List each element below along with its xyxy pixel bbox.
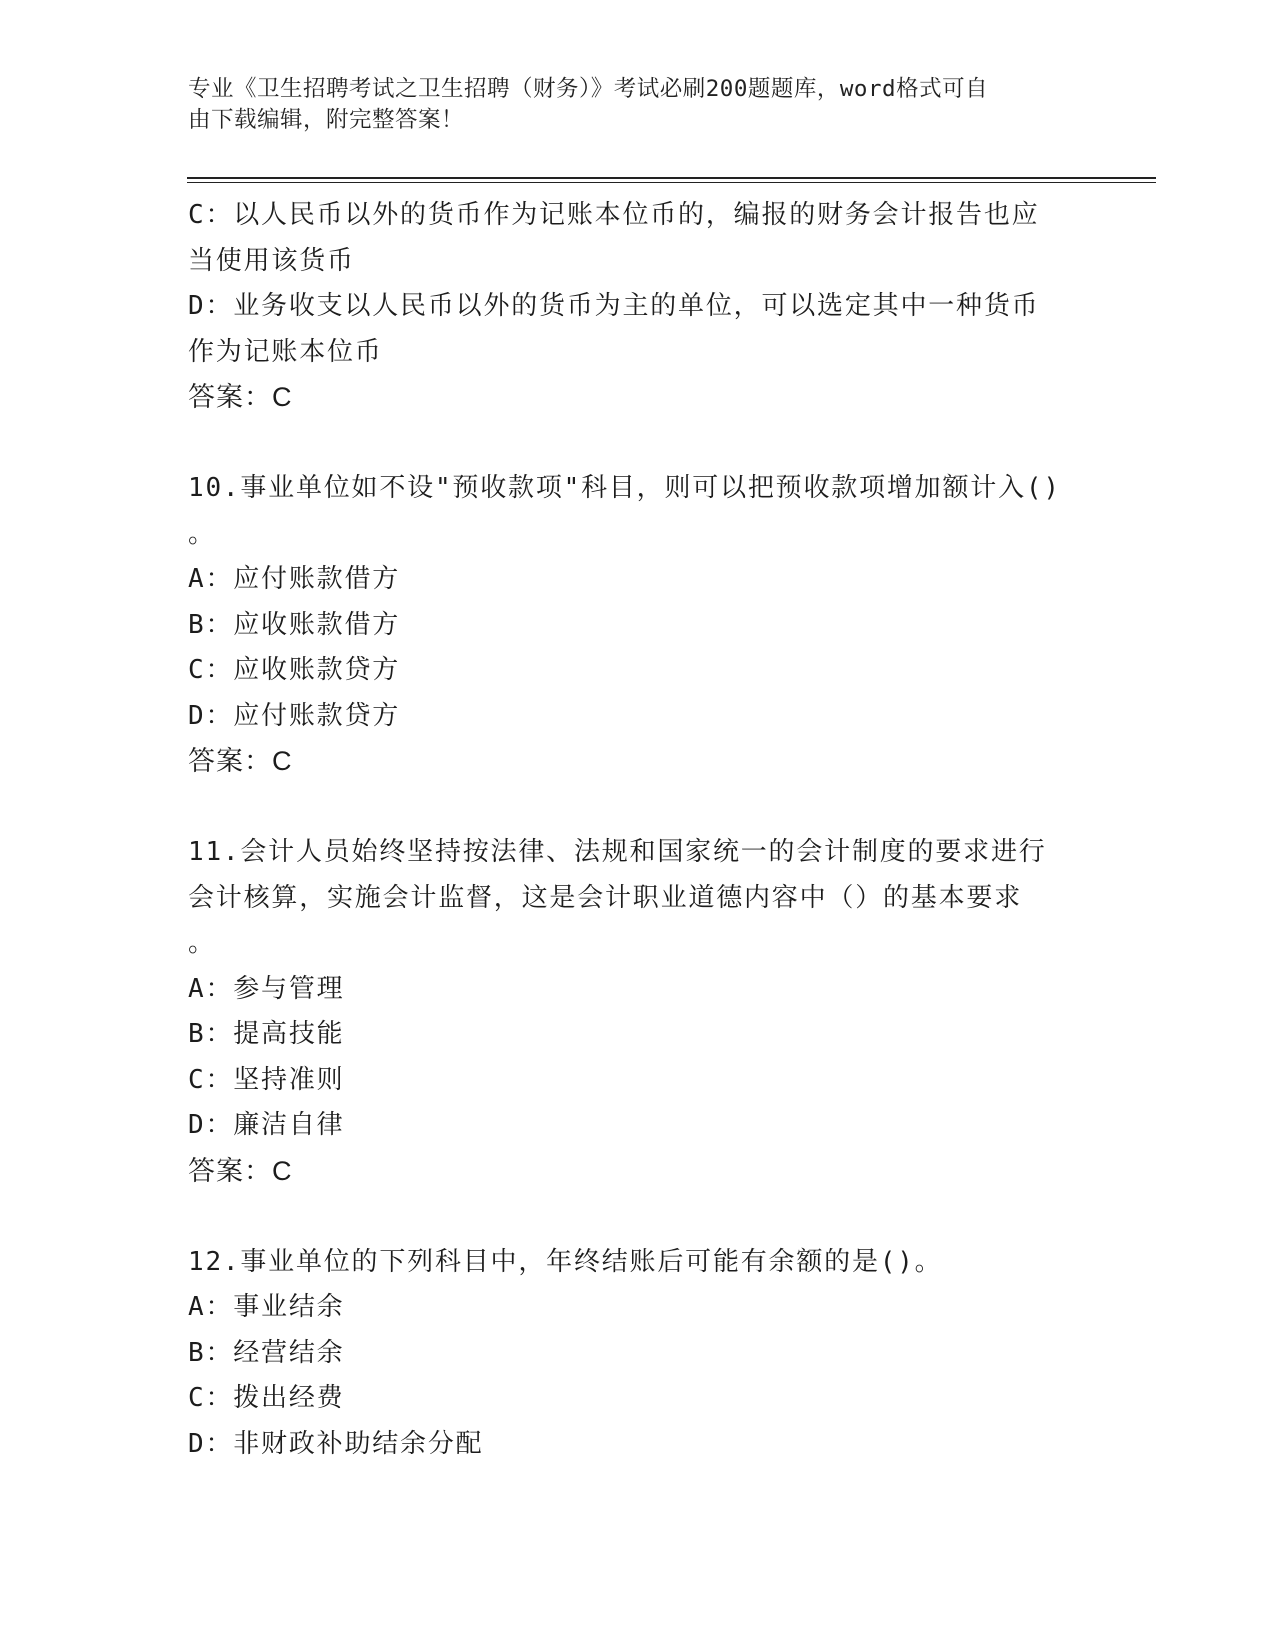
- option-c: C：应收账款贷方: [188, 655, 401, 685]
- option-c: C：拨出经费: [188, 1383, 345, 1413]
- question-10: [188, 466, 1088, 785]
- option-d: D：廉洁自律: [188, 1110, 345, 1140]
- option-b: B：应收账款借方: [188, 609, 401, 640]
- header-line-1: 专业《卫生招聘考试之卫生招聘（财务）》考试必刷200题题库，word格式可自: [188, 76, 989, 102]
- answer: 答案：C: [188, 1155, 293, 1186]
- header-rule-thick: [187, 177, 1156, 179]
- header-rule-thin: [187, 182, 1156, 183]
- question-stem: 11.会计人员始终坚持按法律、法规和国家统一的会计制度的要求进行: [188, 837, 1047, 867]
- answer: 答案：C: [188, 746, 293, 776]
- question-11: [188, 830, 1088, 1194]
- option-c: C：坚持准则: [188, 1064, 345, 1095]
- answer: 答案：C: [188, 382, 293, 412]
- option-c: C：以人民币以外的货币作为记账本位币的，编报的财务会计报告也应: [188, 200, 1040, 230]
- option-d: D：非财政补助结余分配: [188, 1428, 484, 1459]
- option-b: B：经营结余: [188, 1337, 345, 1368]
- document-header: [188, 74, 1068, 136]
- spacer: [188, 421, 1088, 467]
- question-12: [188, 1240, 1088, 1468]
- question-stem-continued: 。: [188, 928, 216, 958]
- option-a: A：参与管理: [188, 973, 345, 1004]
- question-stem: 10.事业单位如不设"预收款项"科目，则可以把预收款项增加额计入(): [188, 473, 1061, 503]
- document-body: [188, 193, 1088, 1467]
- option-c-continued: 当使用该货币: [188, 245, 355, 276]
- option-d-continued: 作为记账本位币: [188, 336, 383, 367]
- option-b: B：提高技能: [188, 1019, 345, 1049]
- header-line-2: 由下载编辑，附完整答案！: [188, 107, 465, 133]
- option-a: A：事业结余: [188, 1292, 345, 1322]
- option-d: D：应付账款贷方: [188, 700, 401, 731]
- question-stem: 12.事业单位的下列科目中，年终结账后可能有余额的是()。: [188, 1246, 943, 1277]
- option-a: A：应付账款借方: [188, 564, 401, 594]
- question-stem-continued: 会计核算，实施会计监督，这是会计职业道德内容中（）的基本要求: [188, 882, 1023, 913]
- question-9-continued: [188, 193, 1088, 421]
- spacer: [188, 785, 1088, 831]
- question-stem-continued: 。: [188, 518, 216, 549]
- spacer: [188, 1194, 1088, 1240]
- option-d: D：业务收支以人民币以外的货币为主的单位，可以选定其中一种货币: [188, 291, 1040, 321]
